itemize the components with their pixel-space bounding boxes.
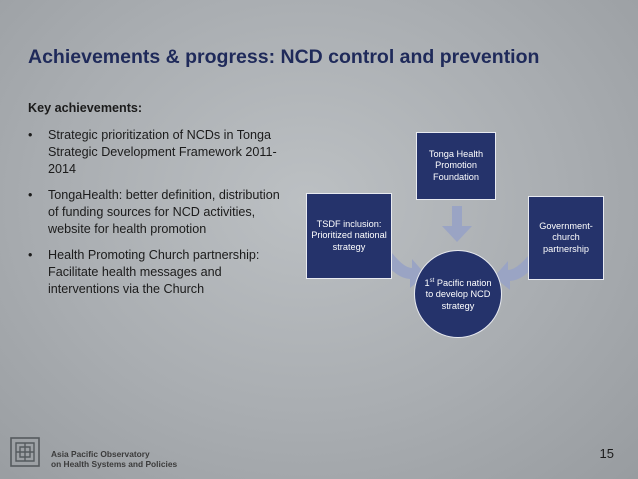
key-achievements-heading: Key achievements: [28,101,143,115]
node-tonga-health-label: Tonga Health Promotion Foundation [428,148,484,182]
node-government-church-label: Government-church partnership [539,220,593,254]
node-tonga-health [416,132,496,200]
observatory-logo-icon [10,437,40,467]
node-government-church [528,196,604,280]
observatory-name [51,449,177,469]
arrow-top [442,206,472,242]
center-label-suffix: Pacific nation to develop NCD strategy [425,277,492,311]
bullet-marker: • [28,248,33,262]
bullet-item [28,127,290,178]
bullet-item [28,247,290,298]
bullet-text: Strategic prioritization of NCDs in Tonga Strategic Development Framework 2011-2014 [48,128,277,176]
bullet-text: Health Promoting Church partnership: Facilitate health messages and interventions via the Church [48,248,260,296]
achievements-list [28,127,290,307]
node-tsdf-inclusion [306,193,392,279]
bullet-item [28,187,290,238]
bullet-text: TongaHealth: better definition, distribution of funding sources for NCD activities, website for health promotion [48,188,280,236]
center-label-superscript: st [429,277,435,284]
bullet-marker: • [28,188,33,202]
node-first-pacific-nation [414,250,502,338]
slide-title: Achievements & progress: NCD control and prevention [28,46,540,68]
center-label-prefix: 1 [424,277,430,288]
node-tsdf-inclusion-label: TSDF inclusion: Prioritized national strategy [311,218,387,252]
observatory-name-line2: on Health Systems and Policies [51,459,178,469]
bullet-marker: • [28,128,33,142]
node-first-pacific-nation-label [418,276,498,313]
observatory-name-line1: Asia Pacific Observatory [51,449,150,459]
page-number: 15 [599,446,614,461]
converging-diagram [296,118,626,368]
